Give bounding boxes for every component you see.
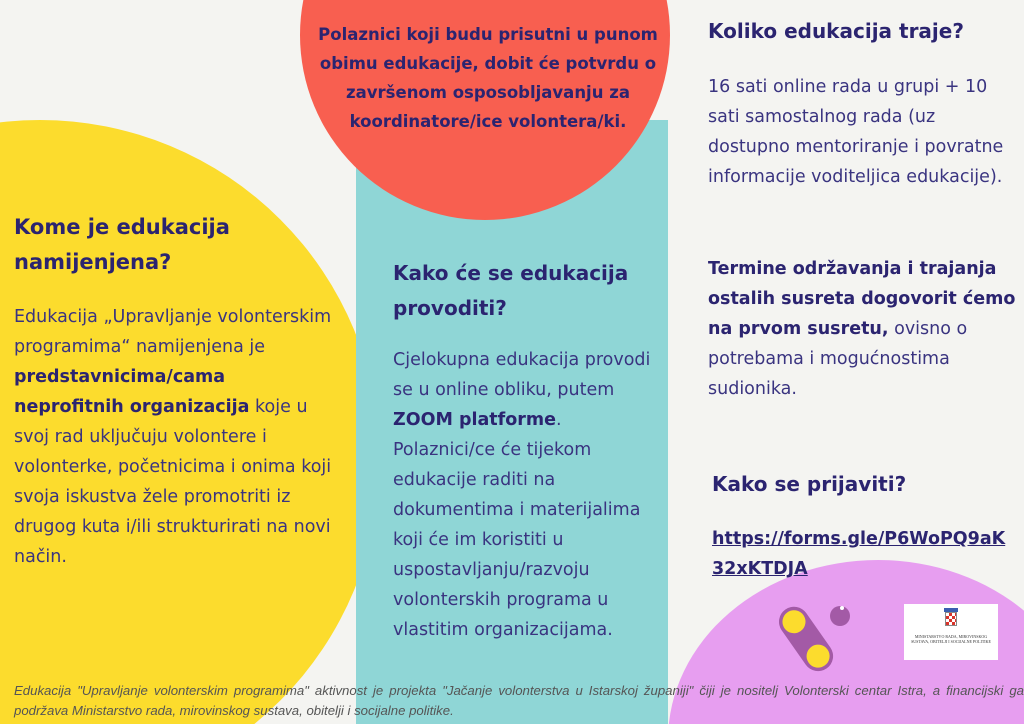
kome-text-1: Edukacija „Upravljanje volonterskim programima“ namijenjena je <box>14 307 332 357</box>
termine-bold: Termine održavanja i trajanja ostalih susreta dogovorit ćemo na prvom susretu, <box>708 259 1016 339</box>
kako-provoditi-paragraph <box>393 345 668 645</box>
registration-link[interactable]: https://forms.gle/P6WoPQ9aK32xKTDJA <box>712 529 1006 579</box>
footer-note: Edukacija "Upravljanje volonterskim programima" aktivnost je projekta "Jačanje volonterstva u Istarskoj županiji" čiji je nositelj Volonterski centar Istra, a financijski ga podržava Ministarstvo rada, mirovinskog sustava, obitelji i socijalne politike. <box>14 683 1024 718</box>
croatian-coat-of-arms-icon <box>945 612 957 626</box>
kome-bold: predstavnicima/cama neprofitnih organizacija <box>14 367 250 417</box>
kome-text-2: koje u svoj rad uključuju volontere i volonterke, početnicima i onima koji svoja iskustva žele promotriti iz drugog kuta i/ili strukturirati na novi način. <box>14 397 332 567</box>
ministry-logo <box>904 604 998 660</box>
termine-paragraph <box>708 254 1024 404</box>
certificate-note: Polaznici koji budu prisutni u punom obimu edukacije, dobit će potvrdu o završenom osposobljavanju za koordinatore/ice volontera/ki. <box>318 25 658 131</box>
kako-provoditi-heading: Kako će se edukacija provoditi? <box>393 261 629 320</box>
koliko-paragraph: 16 sati online rada u grupi + 10 sati samostalnog rada (uz dostupno mentoriranje i povratne informacije voditeljica edukacije). <box>708 77 1004 187</box>
kome-heading: Kome je edukacija namijenjena? <box>14 215 230 274</box>
prijava-heading: Kako se prijaviti? <box>712 472 907 496</box>
kako-provoditi-text-2: . Polaznici/ce će tijekom edukacije raditi na dokumentima i materijalima koji će im koristiti u uspostavljanju/razvoju volonterskih programa u vlastitim organizacijama. <box>393 410 641 640</box>
koliko-heading: Koliko edukacija traje? <box>708 19 964 43</box>
ministry-logo-text: MINISTARSTVO RADA, MIROVINSKOG SUSTAVA, OBITELJI I SOCIJALNE POLITIKE <box>911 634 991 644</box>
decorative-pill-icon <box>770 594 860 680</box>
kako-provoditi-bold: ZOOM platforme <box>393 410 557 430</box>
kome-paragraph <box>14 302 334 572</box>
kako-provoditi-text-1: Cjelokupna edukacija provodi se u online obliku, putem <box>393 350 651 400</box>
termine-text: ovisno o potrebama i mogućnostima sudionika. <box>708 319 968 399</box>
